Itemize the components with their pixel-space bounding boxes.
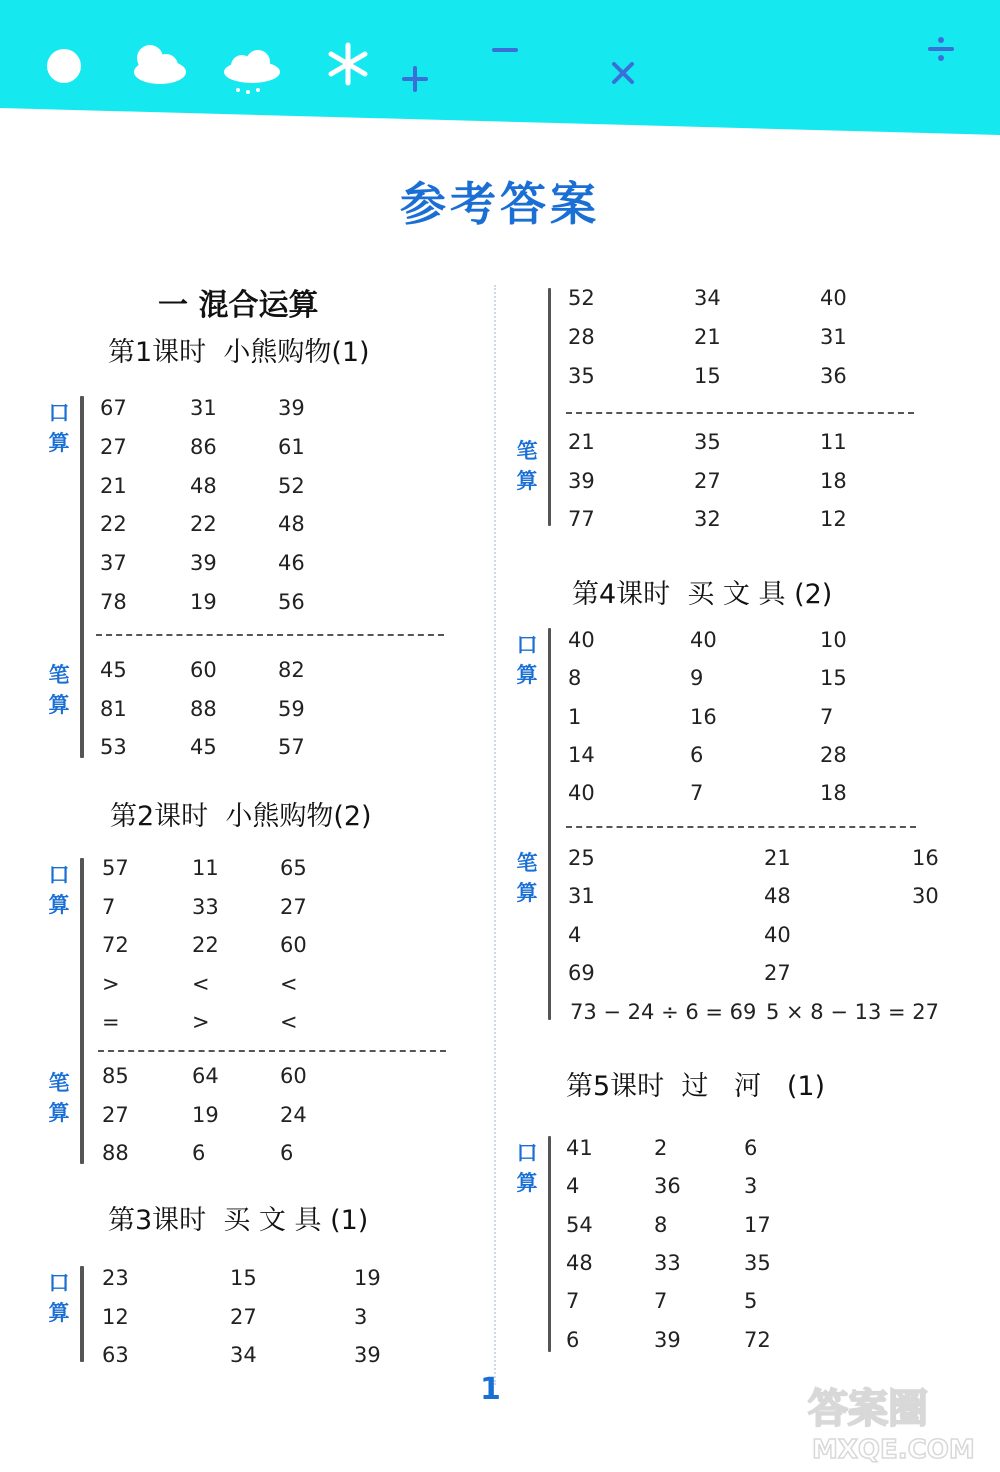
dashed-separator [96, 634, 444, 636]
answer-cell: 57 [278, 735, 305, 759]
answer-cell: 4 [568, 922, 582, 947]
lesson-1-title: 第1课时 小熊购物(1) [108, 337, 370, 368]
answer-cell: 59 [278, 696, 305, 721]
answer-cell: 40 [820, 286, 847, 310]
answer-cell: 39 [190, 551, 217, 576]
answer-cell: 64 [192, 1064, 219, 1088]
oral-tag: 口 算 [48, 1271, 70, 1325]
answer-cell: 78 [100, 590, 127, 614]
answer-cell: 14 [568, 742, 595, 767]
answer-cell: 28 [568, 324, 595, 349]
top-banner [0, 0, 1000, 135]
answer-cell: 48 [566, 1250, 593, 1275]
dashed-separator [98, 1050, 446, 1052]
answer-cell: 9 [690, 666, 704, 691]
written-tag: 笔 算 [516, 439, 538, 493]
column-divider [494, 285, 496, 1385]
sun-icon [46, 48, 82, 84]
answer-cell: 27 [694, 468, 721, 493]
answer-cell: 7 [820, 704, 834, 729]
answer-cell: 60 [280, 933, 307, 957]
answer-cell: 15 [694, 363, 721, 388]
answer-cell: 45 [100, 658, 127, 682]
answer-cell: 22 [192, 933, 219, 957]
answer-cell: 52 [278, 473, 305, 498]
minus-icon [490, 40, 520, 60]
written-tag: 笔 算 [516, 851, 538, 905]
answer-cell: 21 [764, 846, 791, 870]
oral-tag: 口 算 [516, 633, 538, 687]
answer-cell: 6 [192, 1141, 206, 1165]
answer-cell: 7 [654, 1289, 668, 1314]
answer-cell: < [192, 971, 210, 996]
lesson-2-title: 第2课时 小熊购物(2) [110, 801, 372, 832]
answer-cell: 72 [102, 933, 129, 957]
answer-cell: 34 [694, 286, 721, 310]
answer-cell: 35 [694, 430, 721, 454]
answer-cell: 3 [354, 1304, 368, 1329]
answer-cell: 19 [192, 1102, 219, 1127]
answer-cell: 41 [566, 1136, 593, 1160]
answer-cell: 11 [192, 856, 219, 880]
answer-cell: 15 [820, 666, 847, 691]
section-bar [548, 288, 551, 526]
answer-cell: 60 [190, 658, 217, 682]
answer-cell: > [192, 1010, 210, 1034]
answer-cell: 19 [190, 590, 217, 614]
answer-cell: 28 [820, 742, 847, 767]
answer-cell: 39 [354, 1343, 381, 1367]
answer-cell: 16 [912, 846, 939, 870]
answer-cell: 65 [280, 856, 307, 880]
answer-cell: 32 [694, 507, 721, 531]
answer-cell: 27 [230, 1304, 257, 1329]
answer-cell: 11 [820, 430, 847, 454]
answer-cell: 6 [744, 1136, 758, 1160]
page-number: 1 [480, 1372, 501, 1407]
answer-cell: 48 [764, 884, 791, 909]
section-bar [80, 858, 84, 1164]
section-bar [80, 1266, 84, 1362]
answer-cell: 48 [278, 512, 305, 537]
answer-cell: 22 [100, 512, 127, 537]
answer-cell: 27 [764, 960, 791, 985]
answer-cell: 36 [820, 363, 847, 388]
answer-cell: 23 [102, 1266, 129, 1290]
answer-cell: 24 [280, 1102, 307, 1127]
answer-cell: 54 [566, 1212, 593, 1237]
answer-cell: 7 [102, 894, 116, 919]
answer-cell: < [280, 971, 298, 996]
answer-cell: 52 [568, 286, 595, 310]
lesson-5-title: 第5课时 过 河 (1) [566, 1071, 826, 1102]
answer-cell: 5 [744, 1289, 758, 1314]
answer-cell: 12 [820, 507, 847, 531]
section-bar [80, 396, 84, 758]
answer-cell: 6 [280, 1141, 294, 1165]
answer-cell: 4 [566, 1174, 580, 1199]
answer-cell: 69 [568, 960, 595, 985]
svg-text:答案圈: 答案圈 [808, 1386, 928, 1432]
answer-cell: 88 [102, 1141, 129, 1165]
plus-icon [400, 64, 430, 94]
answer-cell: 37 [100, 551, 127, 576]
divide-icon [926, 34, 956, 64]
answer-cell: 34 [230, 1343, 257, 1367]
answer-cell: 36 [654, 1174, 681, 1199]
answer-cell: 63 [102, 1343, 129, 1367]
answer-cell: 31 [820, 324, 847, 349]
answer-cell: 53 [100, 735, 127, 759]
answer-cell: 57 [102, 856, 129, 880]
answer-cell: 46 [278, 551, 305, 576]
chapter-title: 一 混合运算 [158, 288, 319, 323]
answer-cell: 15 [230, 1266, 257, 1290]
answer-cell: 45 [190, 735, 217, 759]
oral-tag: 口 算 [48, 401, 70, 455]
answer-cell: 21 [694, 324, 721, 349]
answer-cell: 35 [568, 363, 595, 388]
answer-cell: 21 [568, 430, 595, 454]
answer-cell: 35 [744, 1250, 771, 1275]
svg-text:MXQE.COM: MXQE.COM [812, 1435, 975, 1465]
answer-cell: = [102, 1010, 120, 1034]
lesson-4-title: 第4课时 买 文 具 (2) [572, 579, 833, 610]
answer-cell: 21 [100, 473, 127, 498]
answer-cell: 40 [690, 628, 717, 652]
answer-cell: 48 [190, 473, 217, 498]
answer-cell: 7 [566, 1289, 580, 1314]
oral-tag: 口 算 [48, 863, 70, 917]
dashed-separator [566, 826, 916, 828]
section-bar [548, 628, 551, 1020]
answer-cell: 56 [278, 590, 305, 614]
times-icon [608, 58, 638, 88]
answer-cell: 6 [690, 742, 704, 767]
lesson-3-title: 第3课时 买 文 具 (1) [108, 1205, 369, 1236]
answer-cell: 39 [278, 396, 305, 420]
answer-cell: 18 [820, 781, 847, 806]
answer-cell: 67 [100, 396, 127, 420]
answer-cell: 60 [280, 1064, 307, 1088]
answer-cell: 40 [568, 781, 595, 806]
answer-cell: 19 [354, 1266, 381, 1290]
rain-cloud-icon [220, 48, 284, 98]
answer-cell: 81 [100, 696, 127, 721]
answer-cell: 30 [912, 884, 939, 909]
answer-cell: 3 [744, 1174, 758, 1199]
answer-cell: 12 [102, 1304, 129, 1329]
answer-cell: 25 [568, 846, 595, 870]
answer-cell: 40 [764, 922, 791, 947]
answer-cell: < [280, 1010, 298, 1034]
answer-cell: 61 [278, 434, 305, 459]
answer-cell: 7 [690, 781, 704, 806]
answer-cell: 27 [102, 1102, 129, 1127]
answer-cell: 39 [654, 1327, 681, 1352]
section-bar [548, 1136, 551, 1352]
answer-cell: 6 [566, 1327, 580, 1352]
answer-cell: 10 [820, 628, 847, 652]
answer-cell: 27 [280, 894, 307, 919]
answer-cell: 33 [654, 1250, 681, 1275]
answer-cell: 2 [654, 1136, 668, 1160]
answer-cell: 31 [190, 396, 217, 420]
oral-tag: 口 算 [516, 1141, 538, 1195]
answer-cell: 82 [278, 658, 305, 682]
answer-cell: 40 [568, 628, 595, 652]
written-tag: 笔 算 [48, 663, 70, 717]
answer-cell: 77 [568, 507, 595, 531]
answer-cell: 8 [568, 666, 582, 691]
answer-cell: 85 [102, 1064, 129, 1088]
answer-cell: 27 [100, 434, 127, 459]
cloudy-sun-icon [126, 42, 188, 86]
answer-cell: 86 [190, 434, 217, 459]
watermark-logo [800, 1380, 990, 1465]
equation-2: 5 × 8 − 13 = 27 [766, 1000, 940, 1024]
dashed-separator [566, 412, 914, 414]
answer-cell: 17 [744, 1212, 771, 1237]
answer-cell: 8 [654, 1212, 668, 1237]
answer-cell: 33 [192, 894, 219, 919]
answer-cell: > [102, 971, 120, 996]
equation-1: 73 − 24 ÷ 6 = 69 [570, 1000, 757, 1024]
answer-cell: 18 [820, 468, 847, 493]
answer-cell: 39 [568, 468, 595, 493]
answer-cell: 16 [690, 704, 717, 729]
page-title: 参考答案 [400, 177, 600, 231]
answer-cell: 1 [568, 704, 582, 729]
answer-cell: 22 [190, 512, 217, 537]
answer-cell: 72 [744, 1327, 771, 1352]
written-tag: 笔 算 [48, 1071, 70, 1125]
answer-cell: 31 [568, 884, 595, 909]
answer-cell: 88 [190, 696, 217, 721]
snowflake-icon [326, 42, 370, 86]
